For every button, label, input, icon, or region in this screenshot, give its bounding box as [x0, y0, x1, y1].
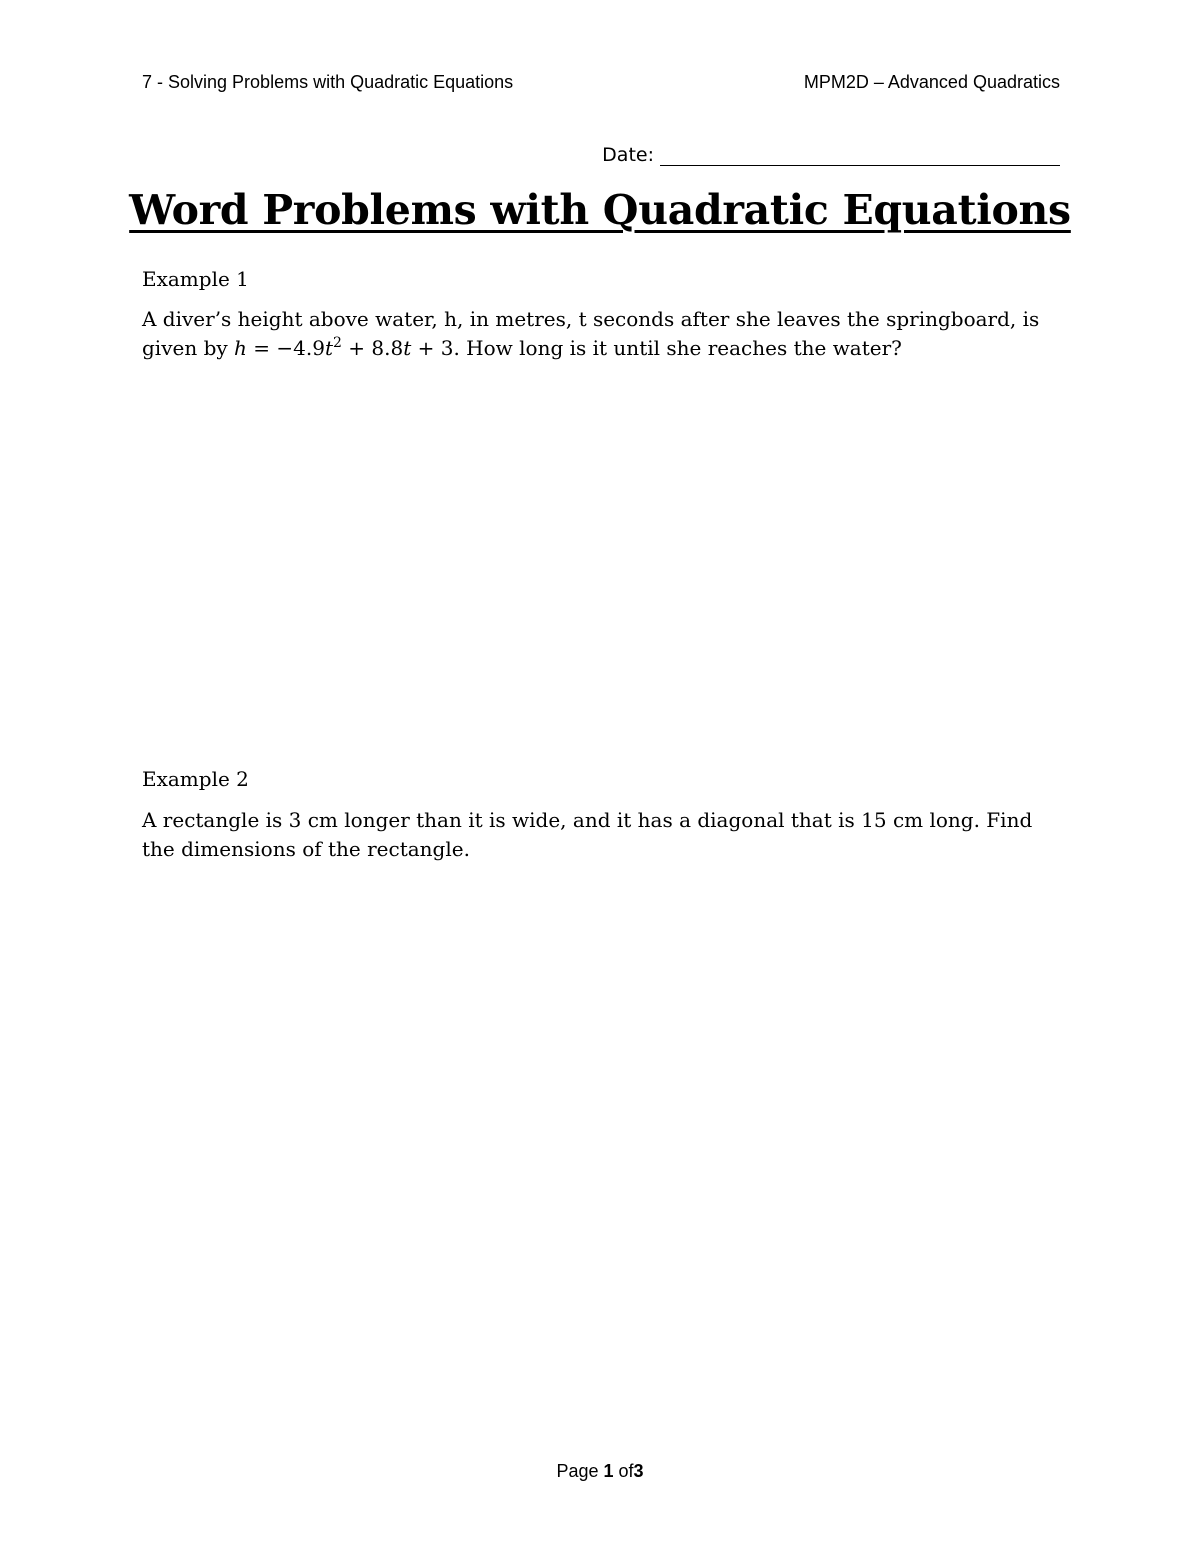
- date-blank-line: [660, 145, 1060, 166]
- footer-page-word: Page: [556, 1461, 599, 1481]
- footer-page-number: 1: [603, 1461, 614, 1481]
- example-1-heading: Example 1: [142, 267, 249, 291]
- header-left-title: 7 - Solving Problems with Quadratic Equations: [142, 72, 514, 92]
- example-1-text-after: . How long is it until she reaches the water?: [453, 336, 902, 360]
- equation-lhs: h: [234, 336, 247, 360]
- example-2-text: A rectangle is 3 cm longer than it is wide, and it has a diagonal that is 15 cm long. Find the dimensions of the rectangle.: [142, 808, 1033, 861]
- page-footer: [0, 1461, 1200, 1482]
- equation-var1: t: [324, 336, 334, 360]
- example-1-text: [142, 305, 1062, 363]
- example-1-equation: [234, 336, 453, 360]
- equation-end: + 3: [411, 336, 454, 360]
- date-field: [602, 144, 1060, 166]
- footer-total-pages: 3: [633, 1461, 644, 1481]
- equation-var2: t: [403, 336, 412, 360]
- header-right-course: MPM2D – Advanced Quadratics: [803, 72, 1060, 92]
- equation-eq: = −4.9: [246, 336, 325, 360]
- date-label: Date:: [602, 144, 654, 166]
- example-2-heading: Example 2: [142, 767, 249, 791]
- footer-of-word: of: [618, 1461, 634, 1481]
- page-title: Word Problems with Quadratic Equations: [129, 186, 1071, 234]
- example-1-text-before: A diver’s height above water, h, in metres, t seconds after she leaves the springboard, is given by: [142, 307, 1040, 360]
- equation-mid: + 8.8: [341, 336, 404, 360]
- equation-exponent: 2: [333, 335, 342, 351]
